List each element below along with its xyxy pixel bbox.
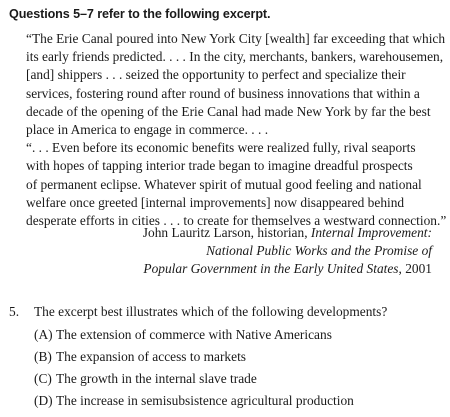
excerpt-line: of permanent eclipse. Whatever spirit of mutual good feeling and national [26, 176, 422, 192]
answer-option-b[interactable] [34, 348, 445, 370]
option-text: The expansion of access to markets [56, 349, 247, 365]
attribution-line-1 [143, 224, 432, 242]
question-5 [9, 303, 445, 414]
option-text: The growth in the internal slave trade [56, 371, 257, 387]
excerpt-line: services, fostering round after round of business innovations that within a [26, 85, 420, 101]
excerpt-line: [and] shippers . . . seized the opportunity to perfect and specialize their [26, 67, 406, 83]
answer-option-d[interactable] [34, 392, 445, 414]
question-stem [9, 303, 445, 321]
excerpt-line: with hopes of tapping interior trade began to imagine dreadful prospects [26, 158, 413, 174]
question-number: 5. [9, 304, 20, 319]
option-letter: (B) [34, 349, 52, 365]
answer-option-c[interactable] [34, 370, 445, 392]
option-text: The increase in semisubsistence agricultural production [56, 393, 354, 409]
excerpt-line: place in America to engage in commerce. . . . [26, 122, 269, 138]
excerpt-line: its early friends predicted. . . . In the city, merchants, bankers, warehousemen, [26, 49, 444, 65]
answer-options [34, 326, 445, 414]
excerpt-text [26, 30, 447, 230]
excerpt-line: welfare once greeted [internal improvements] now disappeared behind [26, 194, 405, 210]
attribution-year: , 2001 [398, 261, 432, 277]
option-letter: (C) [34, 371, 52, 387]
attribution-line-2 [143, 242, 432, 260]
excerpt-line: “. . . Even before its economic benefits were realized fully, rival seaports [26, 140, 416, 156]
option-letter: (A) [34, 327, 53, 343]
option-letter: (D) [34, 393, 53, 409]
attribution-line-3 [143, 260, 432, 278]
attribution-title-part: Popular Government in the Early United States [143, 261, 399, 277]
answer-option-a[interactable] [34, 326, 445, 348]
excerpt-line: decade of the opening of the Erie Canal had made New York by far the best [26, 103, 431, 119]
option-text: The extension of commerce with Native Americans [56, 327, 332, 343]
attribution-title-part: National Public Works and the Promise of [206, 243, 432, 259]
attribution-author: John Lauritz Larson, historian, [142, 225, 311, 240]
section-heading: Questions 5–7 refer to the following excerpt. [9, 7, 271, 21]
excerpt-line: desperate efforts in cities . . . to create for themselves a westward connection.” [26, 213, 447, 229]
attribution-title-part: Internal Improvement: [310, 225, 432, 240]
excerpt-line: “The Erie Canal poured into New York City [wealth] far exceeding that which [26, 31, 446, 46]
question-text: The excerpt best illustrates which of the following developments? [34, 304, 388, 319]
source-attribution [143, 224, 432, 279]
